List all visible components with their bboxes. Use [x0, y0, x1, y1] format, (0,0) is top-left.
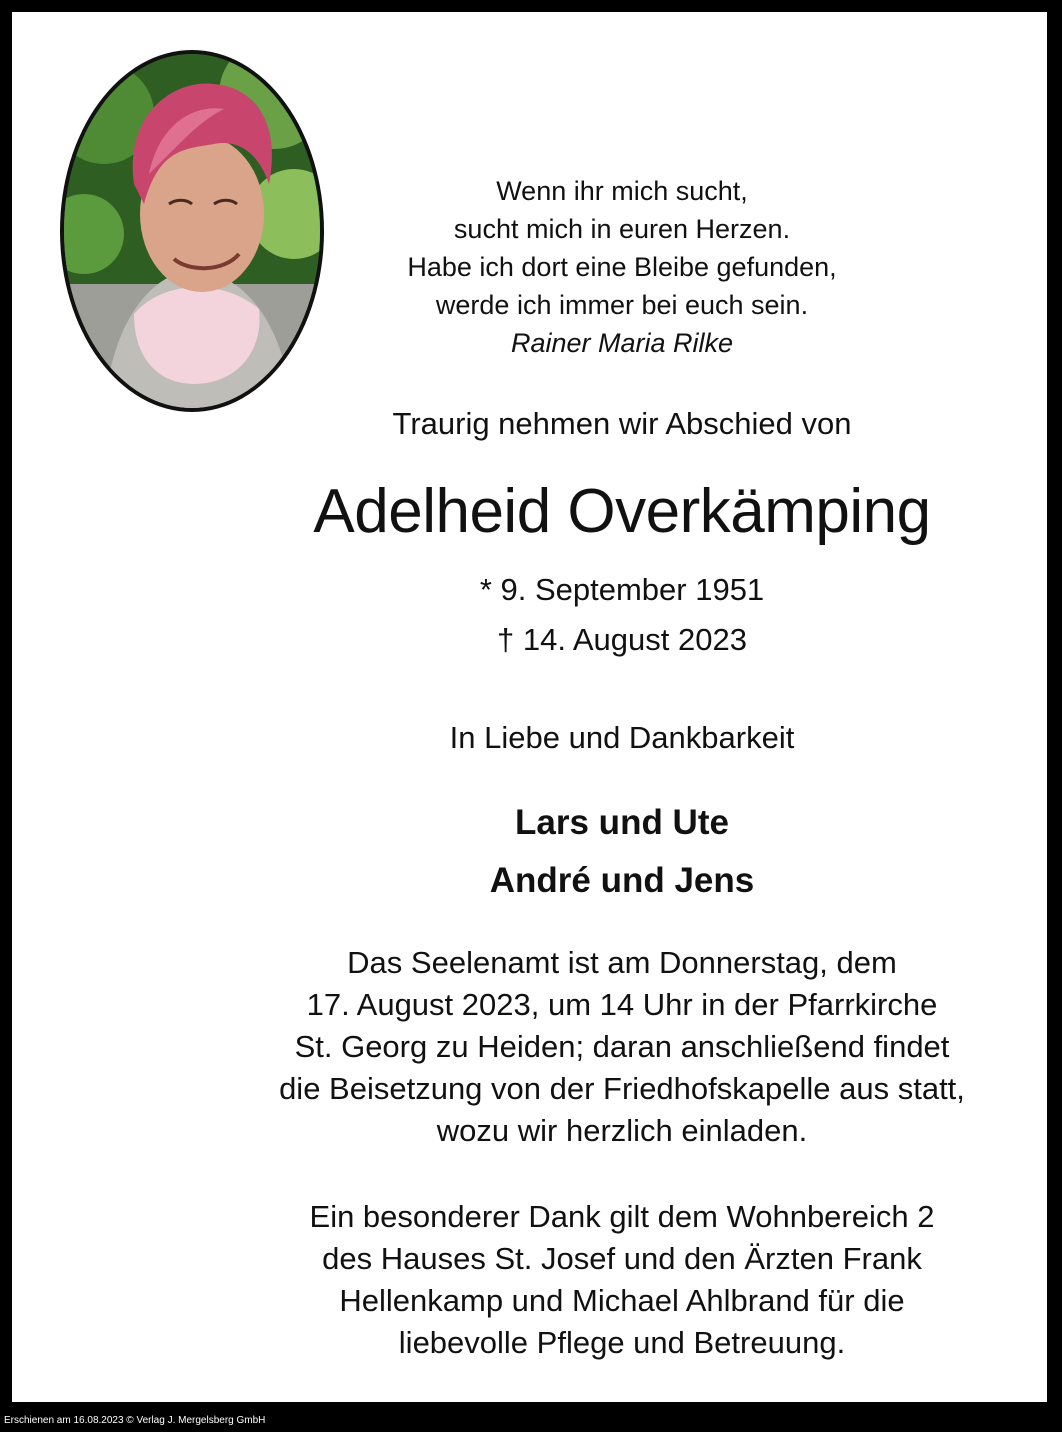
service-line: 17. August 2023, um 14 Uhr in der Pfarrkirche	[306, 987, 938, 1022]
thanks-line: Hellenkamp und Michael Ahlbrand für die	[339, 1283, 905, 1318]
poem-author: Rainer Maria Rilke	[510, 328, 734, 358]
poem-line: Wenn ihr mich sucht,	[496, 176, 748, 206]
thanks-line: Ein besonderer Dank gilt dem Wohnbereich 2	[309, 1199, 935, 1234]
service-info	[232, 942, 1012, 1152]
mourners	[312, 794, 932, 910]
death-date: † 14. August 2023	[497, 622, 747, 657]
poem-line: werde ich immer bei euch sein.	[435, 290, 809, 320]
mourner-names: Lars und Ute	[515, 803, 729, 842]
service-line: die Beisetzung von der Friedhofskapelle aus statt,	[279, 1071, 965, 1106]
mourner-names: André und Jens	[489, 861, 755, 900]
deceased-name: Adelheid Overkämping	[313, 477, 931, 546]
thanks-line: liebevolle Pflege und Betreuung.	[398, 1325, 846, 1360]
poem	[312, 172, 932, 362]
love-and-gratitude-line: In Liebe und Dankbarkeit	[449, 720, 795, 755]
poem-line: Habe ich dort eine Bleibe gefunden,	[407, 252, 837, 282]
publication-footer: Erschienen am 16.08.2023 © Verlag J. Mergelsberg GmbH	[4, 1415, 266, 1426]
portrait-image	[64, 54, 320, 408]
service-line: wozu wir herzlich einladen.	[436, 1113, 808, 1148]
service-line: St. Georg zu Heiden; daran anschließend findet	[294, 1029, 950, 1064]
obituary-notice	[12, 12, 1047, 1402]
service-line: Das Seelenamt ist am Donnerstag, dem	[347, 945, 897, 980]
farewell-intro: Traurig nehmen wir Abschied von	[392, 406, 852, 441]
portrait-photo	[60, 50, 324, 412]
thanks-line: des Hauses St. Josef und den Ärzten Frank	[322, 1241, 922, 1276]
birth-date: * 9. September 1951	[479, 572, 765, 607]
poem-line: sucht mich in euren Herzen.	[453, 214, 791, 244]
special-thanks	[232, 1196, 1012, 1364]
